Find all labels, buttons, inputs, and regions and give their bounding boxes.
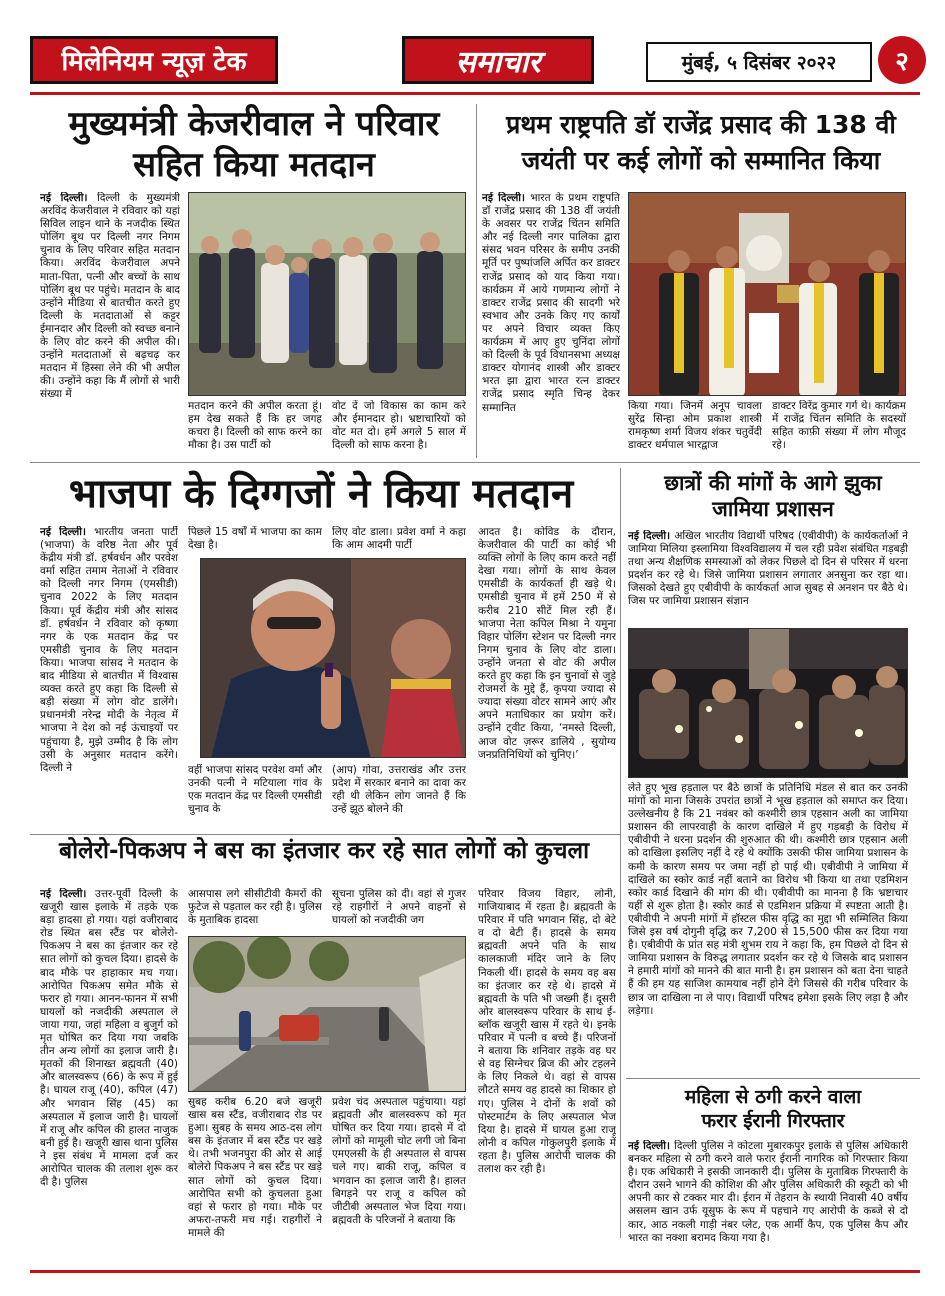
story4-top-text: अखिल भारतीय विद्यार्थी परिषद (एबीवीपी) के कार्यकर्ताओं ने जामिया मिलिया इस्लामिया विश्वविद्यालय में चल रही प्रवेश संबंधित गड़बड़ी तथा अन्य शैक्षणिक समस्याओं को लेकर पिछले दो दिन से परिसर में धरना प्रदर्शन कर रहे थे। जिसे जामिया प्रशासन लगातार अनसुना कर रहा था। जिसको देखते हुए एबीवीपी के कार्यकर्ता आज सुबह से अनशन पर बैठे थे। जिस पर जामिया प्रशासन संज्ञान: [628, 530, 908, 608]
story5-col3-top: [332, 888, 466, 932]
story6-headline-line2: फरार ईरानी गिरफ्तार: [701, 1109, 845, 1132]
issue-date: मुंबई, ५ दिसंबर २०२२: [646, 42, 872, 82]
story5-headline: बोलेरो-पिकअप ने बस का इंतजार कर रहे सात लोगों को कुचला: [58, 838, 590, 864]
story5-col1: [40, 888, 178, 1258]
story5-col3-bottom-text: प्रवेश चंद अस्पताल पहुंचाया। यहां ब्रह्मवती और बालस्वरूप को मृत घोषित कर दिया गया। हादसे में दो लोगों को मामूली चोट लगी जो बिना एमएलसी के ही अस्पताल से वापस चले गए। बाकी राजू, कपिल व भगवान का इलाज जारी है। हालत बिगड़ने पर राजू व कपिल को जीटीबी अस्पताल भेज दिया गया। ब्रह्मवती के परिजनों ने बताया कि: [332, 1096, 466, 1226]
story5-col2-bottom-text: सुबह करीब 6.20 बजे खजूरी खास बस स्टैंड, वजीराबाद रोड पर हुआ। सुबह के समय आठ-दस लोग बस के इंतजार में बस स्टैंड पर खड़े थे। तभी भजनपुरा की ओर से आई बोलेरो पिकअप ने बस स्टैंड पर खड़े सात लोगों को कुचल दिया। आरोपित सभी को कुचलता हुआ वहां से फरार हो गया। मौके पर अफरा-तफरी मच गई। राहगीरों ने मामले की: [188, 1096, 322, 1239]
story4-dateline: नई दिल्ली।: [628, 530, 675, 542]
story5-col3-bottom: [332, 1096, 466, 1258]
story3-col1: [40, 526, 178, 828]
paper-logo: मिलेनियम न्यूज़ टेक: [30, 36, 278, 84]
story2-headline-line1: प्रथम राष्ट्रपति डॉ राजेंद्र प्रसाद की 138 वी: [506, 110, 896, 139]
story1-col2: [188, 400, 322, 456]
story3-col1-text: भारतीय जनता पार्टी (भाजपा) के वरिष्ठ नेता और पूर्व केंद्रीय मंत्री डॉ. हर्षवर्धन और परवेश वर्मा सहित तमाम नेताओं ने रविवार को दिल्ली नगर निगम (एमसीडी) चुनाव 2022 के लिए मतदान किया। पूर्व केंद्रीय मंत्री और सांसद डॉ. हर्षवर्धन ने रविवार को कृष्णा नगर के एक मतदान केंद्र पर एमसीडी चुनाव के लिए मतदान किया। भाजपा सांसद ने मतदान के बाद मीडिया से बातचीत में विश्वास व्यक्त करते हुए कहा कि दिल्ली से बड़ी संख्या में लोग वोट डालेंगे। प्रधानमंत्री नरेन्द्र मोदी के नेतृत्व में भाजपा ने देश को नई ऊंचाइयों पर पहुंचाया है, मुझे उम्मीद है कि लोग उसी के अनुसार मतदान करेंगे। दिल्ली ने: [40, 526, 178, 774]
footer-rule: [30, 1270, 920, 1273]
story3-dateline: नई दिल्ली।: [40, 526, 95, 538]
story3-col3-bottom-text: (आप) गोवा, उत्तराखंड और उत्तर प्रदेश में सरकार बनाने का दावा कर रही थी लेकिन लोग जानते हैं कि उन्हें झूठ बोलने की: [332, 764, 466, 816]
story4-bottom-text: लेते हुए भूख हड़ताल पर बैठे छात्रों के प्रतिनिधि मंडल से बात कर उनकी मांगों को माना जिसके उपरांत छात्रों ने भूख हड़ताल को समाप्त कर दिया। उल्लेखनीय है कि 21 नवंबर को कश्मीरी छात्र एहसान अली का जामिया प्रशासन की लापरवाही के कारण दाखिले में हुए गड़बड़ी के विरोध में एबीवीपी ने धरना प्रदर्शन की शुरुआत की थी। कश्मीरी छात्र एहसान अली को दाखिला इसलिए नहीं दे रहे थे क्योंकि उसकी फीस जामिया प्रशासन के कमी के कारण समय पर जमा नहीं हो पाई थी। एबीवीपी ने जामिया में दाखिले का स्कोर कार्ड नहीं बताने का विरोध भी किया था तथा एडमिशन स्कोर कार्ड दिखाने की मांग की थी। एबीवीपी का मानना है कि भ्रष्टाचार यहीं से शुरू होता है। स्कोर कार्ड से एडमिशन प्रक्रिया में स्पष्टता आती है। एबीवीपी ने अपनी मांगों में हॉस्टल फीस वृद्धि का मुद्दा भी सम्मिलित किया जिसे इस वर्ष दोगुनी वृद्धि कर 7,200 से 15,500 फीस कर दिया गया है। एबीवीपी के प्रांत सह मंत्री शुभम राय ने कहा कि, हम पिछले दो दिन से जामिया प्रशासन के विरुद्ध लगातार प्रदर्शन कर रहे थे जिसके बाद प्रशासन ने हमारी मांगों को मानने की बात मानी है। हम प्रशासन को बता देना चाहते हैं की हम यह साजिश कामयाब नहीं होने देंगे जिससे की गरीब परिवार के छात्र जा दाखिला ना ले पाए। विद्यार्थी परिषद हमेशा इसके लिए लड़ा है और लड़ेगा।: [628, 782, 908, 1017]
story2-col3-text: डाक्टर विरेंद्र कुमार गर्ग थे। कार्यक्रम में राजेंद्र चिंतन समिति के सदस्यों सहित काफ़ी संख्या में लोग मौजूद रहे।: [772, 400, 906, 452]
tribute-photo-art: [629, 193, 906, 396]
story1-col1-text: दिल्ली के मुख्यमंत्री अरविंद केजरीवाल ने रविवार को यहां सिविल लाइन थाने के नजदीक स्थित पोलिंग बूथ पर दिल्ली नगर निगम चुनाव के लिए परिवार सहित मतदान किया। अरविंद केजरीवाल अपने माता-पिता, पत्नी और बच्चों के साथ पोलिंग बूथ पर पहुंचे। मतदान के बाद उन्होंने मीडिया से बातचीत करते हुए दिल्ली के मतदाताओं से कट्टर ईमानदार और दिल्ली को स्वच्छ बनाने के लिए वोट करने की अपील की। उन्होंने मतदाताओं से बढ़चढ़ कर मतदान में हिस्सा लेने की भी अपील की। उन्होंने कहा कि मैं लोगों से भारी संख्या में: [40, 192, 180, 401]
story6-dateline: नई दिल्ली।: [628, 1140, 675, 1152]
story2-col1-text: भारत के प्रथम राष्ट्रपति डॉ राजेंद्र प्रसाद की 138 वीं जयंती के अवसर पर राजेंद्र चिंतन समिति और नई दिल्ली नगर पालिका द्वारा संसद भवन परिसर के समीप उनकी मूर्ति पर पुष्पांजलि अर्पित कर डाक्टर राजेंद्र प्रसाद को याद किया गया। कार्यक्रम में आये गणमान्य लोगों ने डाक्टर राजेंद्र प्रसाद की सादगी भरे स्वभाव और उनके किए गए कार्यों पर अपने विचार व्यक्त किए कार्यक्रम में आए हुए चुनिंदा लोगों को दिल्ली के पूर्व विधानसभा अध्यक्ष डाक्टर योगानंद शास्त्री और डाक्टर भरत झा द्वारा भारत रत्न डाक्टर राजेंद्र प्रसाद स्मृति चिन्ह देकर सम्मानित: [482, 192, 620, 414]
bjp-photo-art: [201, 559, 466, 758]
story3-col2-top-text: पिछले 15 वर्षों में भाजपा का काम देखा है।: [188, 526, 322, 552]
story3-col3-top: [332, 526, 466, 556]
story4-bottom: [628, 782, 908, 1070]
jamia-students-protest-photo: [628, 628, 908, 778]
story1-col2-text: मतदान करने की अपील करता हूं। हम देख सकते हैं कि हर जगह कचरा है। दिल्ली को साफ करने का मौका है। उस पार्टी को: [188, 400, 322, 452]
bus-stand-accident-road-photo: [188, 936, 466, 1092]
divider: [476, 104, 477, 458]
story2-headline-line2: जयंती पर कई लोगों को सम्मानित किया: [521, 146, 881, 175]
jamia-photo-art: [629, 629, 908, 778]
story3-col3-bottom: [332, 764, 466, 828]
harsh-vardhan-inked-finger-photo: [200, 558, 466, 758]
story5-dateline: नई दिल्ली।: [40, 888, 95, 900]
story5-col4-text: परिवार विजय विहार, लोनी, गाजियाबाद में रहता है। ब्रह्मवती के परिवार में पति भगवान सिंह, दो बेटे व दो बेटी हैं। हादसे के समय ब्रह्मवती अपने पति के साथ कालकाजी मंदिर जाने के लिए निकली थीं। हादसे के समय वह बस का इंतजार कर रहे थे। हादसे में ब्रह्मवती के पति भी जख्मी हैं। दूसरी ओर बालस्वरूप परिवार के साथ ई-ब्लॉक खजूरी खास में रहते थे। इनके परिवार में पत्नी व बच्चे हैं। परिजनों ने बताया कि शनिवार तड़के वह घर से वह सिग्नेचर ब्रिज की ओर टहलने के लिए निकले थे। वहां से वापस लौटते समय वह हादसे का शिकार हो गए। पुलिस ने दोनों के शवों को पोस्टमार्टम के लिए अस्पताल भेज दिया है। हादसे में घायल हुआ राजू लोनी व कपिल गोकुलपुरी इलाके में रहता है। पुलिस आरोपी चालक की तलाश कर रही है।: [478, 888, 616, 1175]
story3-col3-top-text: लिए वोट डाला। प्रवेश वर्मा ने कहा कि आम आदमी पार्टी: [332, 526, 466, 552]
story6-body: [628, 1140, 908, 1264]
story5-col4: [478, 888, 616, 1258]
story4-headline: [626, 470, 920, 523]
story4-headline-line2: जामिया प्रशासन: [712, 497, 834, 522]
kejriwal-photo-art: [189, 193, 466, 396]
story3-col4-text: आदत है। कोविड के दौरान, केजरीवाल की पार्टी का कोई भी व्यक्ति लोगों के लिए काम करते नहीं देखा गया। लोगों के साथ केवल एमसीडी के कार्यकर्ता ही खड़े थे। एमसीडी चुनाव में हमें 250 में से करीब 210 सीटें मिल रही हैं। भाजपा नेता कपिल मिश्रा ने यमुना विहार पोलिंग स्टेशन पर दिल्ली नगर निगम चुनाव के लिए वोट डाला। उन्होंने जनता से वोट की अपील करते हुए कहा कि इन चुनावों से जुड़े रोजमर्रा के मुद्दे हैं, कृपया ज्यादा से ज्यादा संख्या वोटर सामने आएं और अपने मताधिकार का प्रयोग करें। उन्होंने ट्वीट किया, ‘नमस्ते दिल्ली, आज वोट ज़रूर डालिये , सुयोग्य जनप्रतिनिधियों को चुनिए।’: [478, 526, 616, 761]
divider: [620, 468, 621, 1238]
section-label: समाचार: [402, 36, 594, 84]
story5-col3-top-text: सूचना पुलिस को दी। वहां से गुजर रहे राहगीरों ने अपने वाहनों से घायलों को नजदीकी जग: [332, 888, 466, 927]
story5-col2-bottom: [188, 1096, 322, 1258]
divider: [626, 1078, 920, 1079]
story5-col2-top: [188, 888, 322, 932]
story5-col1-text: उत्तर-पूर्वी दिल्ली के खजूरी खास इलाके में तड़के एक बड़ा हादसा हो गया। यहां वजीराबाद रोड स्थित बस स्टैंड पर बोलेरो-पिकअप ने बस का इंतजार कर रहे सात लोगों को कुचल दिया। हादसे के बाद मौके पर हाहाकार मच गया। आरोपित पिकअप समेत मौके से फरार हो गया। आनन-फानन में सभी घायलों को नजदीकी अस्पताल ले जाया गया, जहां महिला व बुजुर्ग को मृत घोषित कर दिया गया जबकि तीन अन्य लोगों का इलाज जारी है। मृतकों की शिनाख्त ब्रह्मवती (40) और बालस्वरूप (66) के रूप में हुई है। घायल राजू (40), कपिल (47) और भगवान सिंह (45) का अस्पताल में इलाज जारी है। घायलों में राजू और कपिल की हालत नाजुक बनी हुई है। खजूरी खास थाना पुलिस ने इस संबंध में मामला दर्ज कर आरोपित चालक की तलाश शुरू कर दी है। पुलिस: [40, 888, 178, 1189]
story1-col3: [332, 400, 466, 456]
story1-headline-line1: मुख्यमंत्री केजरीवाल ने परिवार: [68, 104, 440, 144]
story4-top: [628, 530, 908, 626]
story2-col2: [628, 400, 762, 458]
divider: [30, 834, 620, 835]
story1-headline-line2: सहित किया मतदान: [133, 144, 375, 185]
story1-col3-text: वोट दें जो विकास का काम करे और ईमानदार हो। भ्रष्टाचारियों को वोट मत दो। हमें अगले 5 साल में दिल्ली को साफ करना है।: [332, 400, 466, 452]
story6-headline: [626, 1086, 920, 1134]
story6-headline-line1: महिला से ठगी करने वाला: [684, 1086, 862, 1108]
story3-col2-bottom: [188, 764, 322, 828]
story3-headline: भाजपा के दिग्गजों ने किया मतदान: [68, 471, 574, 517]
story2-dateline: नई दिल्ली।: [482, 192, 531, 204]
story6-body-text: दिल्ली पुलिस ने कोटला मुबारकपुर इलाके से पुलिस अधिकारी बनकर महिला से ठगी करने वाले फरार ईरानी नागरिक को गिरफ्तार किया है। एक अधिकारी ने इसकी जानकारी दी। पुलिस के मुताबिक गिरफ्तारी के दौरान उसने भागने की कोशिश की और पुलिस अधिकारी की स्कूटी को भी अपनी कार से टक्कर मार दी। ईरान में तेहरान के स्थायी निवासी 40 वर्षीय असलम खान उर्फ यूसुफ के रूप में पहचाने गए आरोपी के कब्जे से दो कार, आठ नकली गाड़ी नंबर प्लेट, एक आर्मी कैप, एक पुलिस कैप और भारत का नक्शा बरामद किया गया है।: [628, 1140, 908, 1244]
masthead: [30, 30, 920, 90]
road-photo-art: [189, 937, 466, 1092]
story2-headline: [482, 110, 920, 176]
story4-headline-line1: छात्रों की मांगों के आगे झुका: [664, 471, 882, 495]
story1-headline: [34, 104, 474, 186]
kejriwal-family-voting-photo: [188, 192, 466, 396]
story2-col1: [482, 192, 620, 458]
story2-col2-text: किया गया। जिनमें अनूप चावला सुरेंद्र सिन्हा ओम प्रकाश शास्त्री रामकृष्ण शर्मा विजय शंकर चतुर्वेदी डाक्टर धर्मपाल भारद्वाज: [628, 400, 762, 452]
story1-dateline: नई दिल्ली।: [40, 192, 98, 204]
rajendra-prasad-tribute-photo: [628, 192, 906, 396]
story3-col2-bottom-text: वहीं भाजपा सांसद परवेश वर्मा और उनकी पत्नी ने मटियाला गांव के एक मतदान केंद्र पर दिल्ली एमसीडी चुनाव के: [188, 764, 322, 816]
divider: [30, 462, 920, 463]
story2-col3: [772, 400, 906, 458]
story1-col1: [40, 192, 180, 456]
story3-col2-top: [188, 526, 322, 556]
story3-col4: [478, 526, 616, 828]
page-number: २: [878, 36, 926, 84]
story5-col2-top-text: आसपास लगे सीसीटीवी कैमरों की फुटेज से पड़ताल कर रही है। पुलिस के मुताबिक हादसा: [188, 888, 322, 927]
masthead-rule: [30, 92, 920, 95]
